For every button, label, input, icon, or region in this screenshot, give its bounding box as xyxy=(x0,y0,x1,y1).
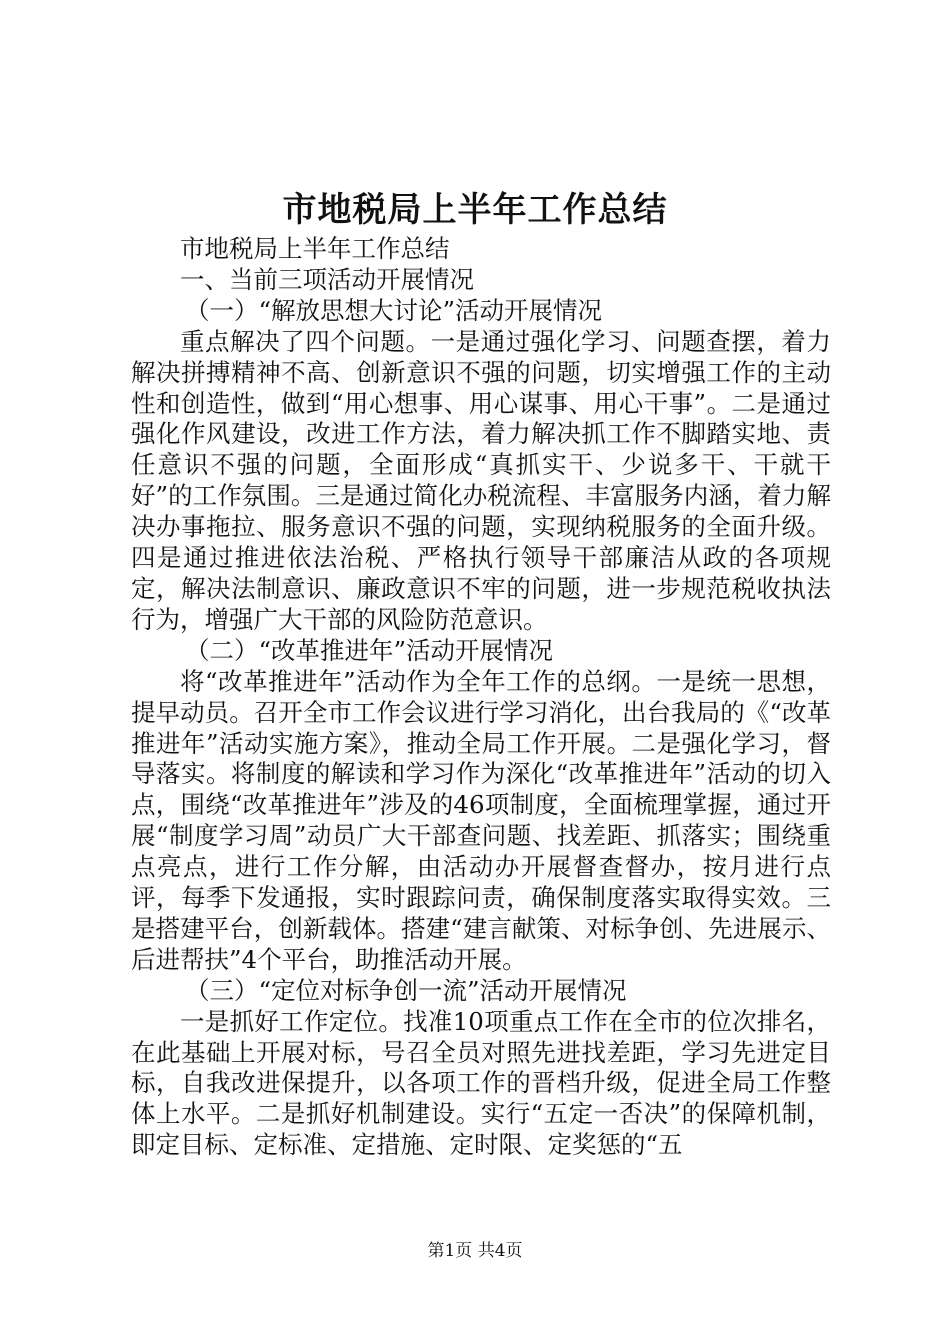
subsection-heading-2: （二）“改革推进年”活动开展情况 xyxy=(185,635,554,665)
subsection-heading-1: （一）“解放思想大讨论”活动开展情况 xyxy=(185,295,603,325)
paragraph-2: 将“改革推进年”活动作为全年工作的总纲。一是统一思想，提早动员。召开全市工作会议进行学习消化，出台我局的《“改革推进年”活动实施方案》，推动全局工作开展。二是强化学习，督导落实。将制度的解读和学习作为深化“改革推进年”活动的切入点，围绕“改革推进年”涉及的46项制度，全面梳理掌握，通过开展“制度学习周”动员广大干部查问题、找差距、抓落实；围绕重点亮点，进行工作分解，由活动办开展督查督办，按月进行点评，每季下发通报，实时跟踪问责，确保制度落实取得实效。三是搭建平台，创新载体。搭建“建言献策、对标争创、先进展示、后进帮扶”4个平台，助推活动开展。 xyxy=(131,666,831,974)
document-body xyxy=(131,234,831,1161)
section-heading-1: 一、当前三项活动开展情况 xyxy=(180,264,474,294)
document-subtitle: 市地税局上半年工作总结 xyxy=(180,234,450,263)
paragraph-3: 一是抓好工作定位。找准10项重点工作在全市的位次排名，在此基础上开展对标，号召全员对照先进找差距，学习先进定目标，自我改进保提升，以各项工作的晋档升级，促进全局工作整体上水平。二是抓好机制建设。实行“五定一否决”的保障机制，即定目标、定标准、定措施、定时限、定奖惩的“五 xyxy=(131,1006,831,1160)
document-title: 市地税局上半年工作总结 xyxy=(282,190,668,230)
page-footer: 第1页 共4页 xyxy=(427,1241,523,1261)
subsection-heading-3: （三）“定位对标争创一流”活动开展情况 xyxy=(185,975,627,1005)
paragraph-1: 重点解决了四个问题。一是通过强化学习、问题查摆，着力解决拼搏精神不高、创新意识不强的问题，切实增强工作的主动性和创造性，做到“用心想事、用心谋事、用心干事”。二是通过强化作风建设，改进工作方法，着力解决抓工作不脚踏实地、责任意识不强的问题，全面形成“真抓实干、少说多干、干就干好”的工作氛围。三是通过简化办税流程、丰富服务内涵，着力解决办事拖拉、服务意识不强的问题，实现纳税服务的全面升级。四是通过推进依法治税、严格执行领导干部廉洁从政的各项规定，解决法制意识、廉政意识不牢的问题，进一步规范税收执法行为，增强广大干部的风险防范意识。 xyxy=(131,326,831,634)
